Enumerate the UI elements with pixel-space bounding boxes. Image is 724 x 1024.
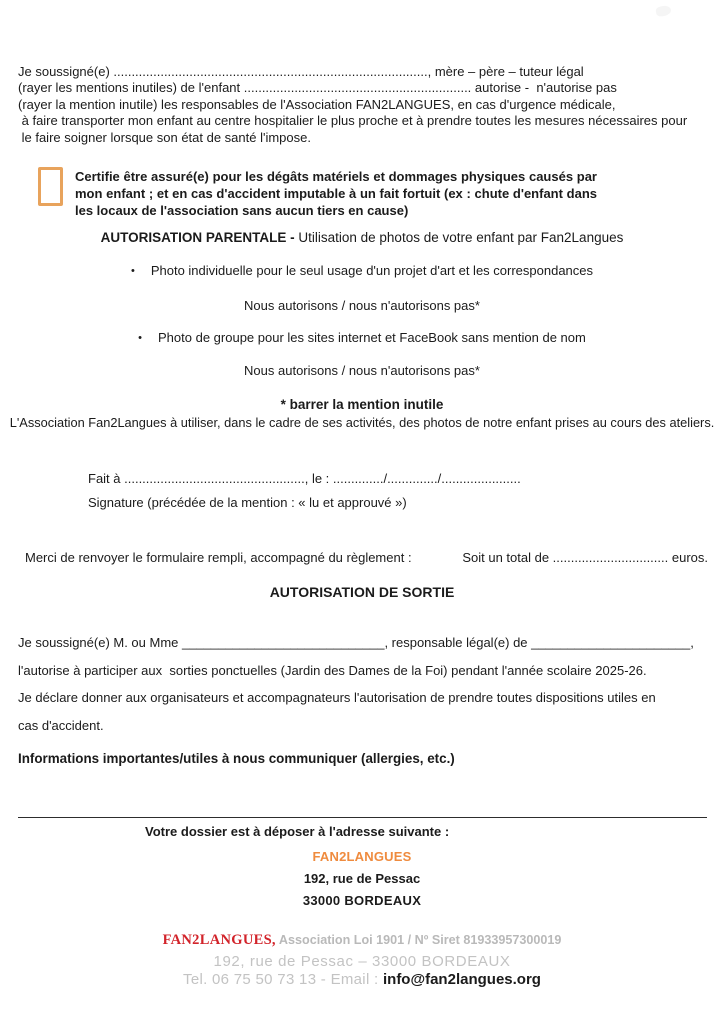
- parental-title-rest: Utilisation de photos de votre enfant par Fan2Langues: [294, 230, 624, 245]
- intro-line-1: Je soussigné(e) ......................................................................................., mère – père – tuteur légal: [18, 64, 584, 79]
- important-infos-heading: Informations importantes/utiles à nous communiquer (allergies, etc.): [18, 751, 455, 766]
- photo-usage-note: L'Association Fan2Langues à utiliser, dans le cadre de ses activités, des photos de notre enfant prises au cours des ateliers.: [9, 415, 715, 430]
- payment-total-line: Soit un total de ................................ euros.: [462, 550, 708, 565]
- bullet-label: Photo de groupe pour les sites internet et FaceBook sans mention de nom: [158, 330, 586, 345]
- footer-legal-line: [0, 932, 724, 949]
- exit-line-3: Je déclare donner aux organisateurs et accompagnateurs l'autorisation de prendre toutes dispositions utiles en: [18, 690, 656, 706]
- bullet-item-group-photo: [0, 330, 724, 346]
- insurance-certification-text: Certifie être assuré(e) pour les dégâts matériels et dommages physiques causés par mon enfant ; et en cas d'accident imputable à un fait fortuit (ex : chute d'enfant dans les locaux de l'association sans aucun tiers en cause): [75, 169, 597, 218]
- deposit-address-city: 33000 BORDEAUX: [302, 893, 422, 908]
- deposit-instruction: Votre dossier est à déposer à l'adresse suivante :: [145, 824, 450, 839]
- parental-authorization-title: [0, 230, 724, 245]
- exit-authorization-title: AUTORISATION DE SORTIE: [269, 584, 455, 600]
- footer-org-name: FAN2LANGUES,: [162, 932, 276, 948]
- bullet-icon: •: [130, 265, 135, 277]
- write-in-rule: [18, 817, 707, 818]
- intro-line-2: (rayer les mentions inutiles) de l'enfant ............................................................... autorise - n'autorise pas: [18, 80, 617, 96]
- bullet-icon: •: [138, 332, 143, 344]
- intro-line-3: (rayer la mention inutile) les responsables de l'Association FAN2LANGUES, en cas d'urgence médicale,: [18, 96, 616, 112]
- individual-photo-choice: Nous autorisons / nous n'autorisons pas*: [244, 298, 480, 313]
- intro-paragraph: [18, 64, 718, 146]
- exit-line-4: cas d'accident.: [18, 717, 104, 733]
- footer-contact-prefix: Tel. 06 75 50 73 13 - Email :: [183, 971, 383, 988]
- signature-line: Signature (précédée de la mention : « lu et approuvé »): [88, 495, 407, 510]
- deposit-org-name: FAN2LANGUES: [312, 849, 412, 864]
- footer-contact-line: [0, 971, 724, 988]
- bullet-label: Photo individuelle pour le seul usage d'un projet d'art et les correspondances: [150, 263, 594, 278]
- footer-legal-text: Association Loi 1901 / Nº Siret 81933957300019: [275, 933, 562, 947]
- bullet-item-individual-photo: [0, 263, 724, 279]
- date-place-line: Fait à .................................................., le : ............../............../......................: [88, 471, 521, 486]
- deposit-address-street: 192, rue de Pessac: [303, 871, 421, 886]
- footer-address-line: 192, rue de Pessac – 33000 BORDEAUX: [213, 953, 511, 970]
- intro-line-5: le faire soigner lorsque son état de santé l'impose.: [18, 129, 311, 145]
- parental-title-bold: AUTORISATION PARENTALE -: [100, 230, 295, 245]
- exit-line-1: Je soussigné(e) M. ou Mme ____________________________, responsable légal(e) de ______________________,: [18, 635, 694, 650]
- intro-line-4: à faire transporter mon enfant au centre hospitalier le plus proche et à prendre toutes les mesures nécessaires pour: [18, 113, 688, 129]
- exit-line-2: l'autorise à participer aux sorties ponctuelles (Jardin des Dames de la Foi) pendant l'année scolaire 2025-26.: [18, 662, 647, 678]
- payment-instruction-row: [25, 550, 708, 565]
- insurance-checkbox[interactable]: [38, 167, 63, 206]
- corner-smudge: [655, 5, 672, 18]
- strike-out-footnote: * barrer la mention inutile: [280, 397, 444, 412]
- payment-instruction: Merci de renvoyer le formulaire rempli, accompagné du règlement :: [25, 550, 412, 565]
- group-photo-choice: Nous autorisons / nous n'autorisons pas*: [244, 363, 480, 378]
- footer-email: info@fan2langues.org: [382, 971, 541, 988]
- exit-authorization-paragraph: [18, 629, 712, 739]
